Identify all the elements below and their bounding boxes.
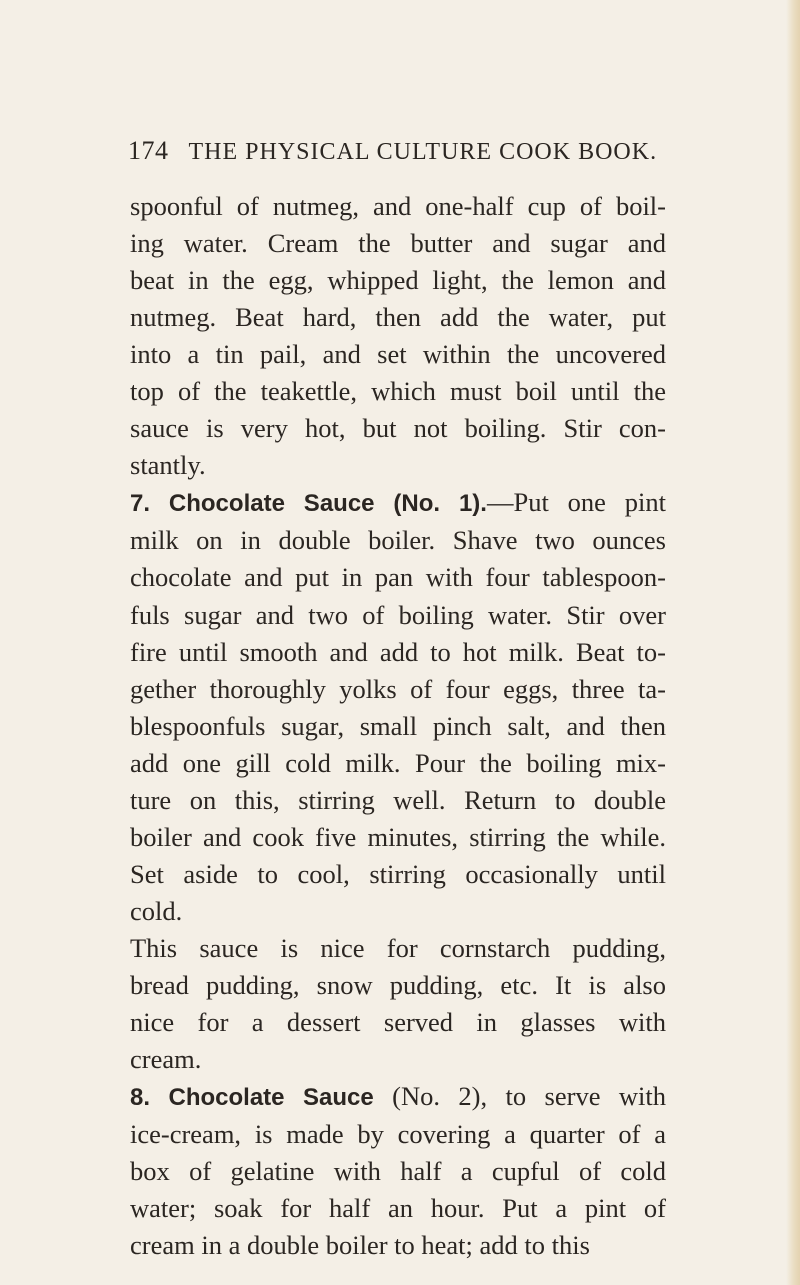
text-line: boiler and cook five minutes, stirring the while. <box>130 821 666 852</box>
text-line: Set aside to cool, stirring occasionally until <box>130 858 666 889</box>
text-line: nice for a dessert served in glasses with <box>130 1007 666 1038</box>
text-line: blespoonfuls sugar, small pinch salt, and then <box>130 710 666 741</box>
text-line: stantly. <box>130 450 206 481</box>
text-line-fragment: (No. 2), to serve with <box>373 1081 666 1112</box>
text-line: top of the teakettle, which must boil until the <box>130 376 666 407</box>
text-line: into a tin pail, and set within the uncovered <box>130 339 666 370</box>
text-line: add one gill cold milk. Pour the boiling mix- <box>130 747 666 778</box>
text-line: fuls sugar and two of boiling water. Stir over <box>130 599 666 630</box>
text-line: bread pudding, snow pudding, etc. It is also <box>130 969 666 1000</box>
paragraph-sauce-uses <box>130 930 666 1078</box>
text-line: cream in a double boiler to heat; add to this <box>130 1230 590 1261</box>
text-line: cream. <box>130 1044 202 1075</box>
text-line-fragment: —Put one pint <box>486 487 666 518</box>
running-title: THE PHYSICAL CULTURE COOK BOOK. <box>188 139 658 165</box>
recipe-heading: 8. Chocolate Sauce <box>130 1084 374 1112</box>
paragraph-chocolate-sauce-1 <box>130 484 666 930</box>
page-number: 174 <box>128 136 169 165</box>
text-line: chocolate and put in pan with four tablespoon- <box>130 562 666 593</box>
text-line: ture on this, stirring well. Return to double <box>130 784 666 815</box>
body-text <box>130 188 666 1264</box>
text-line <box>130 1078 666 1116</box>
text-line: box of gelatine with half a cupful of cold <box>130 1156 666 1187</box>
page-edge-shadow <box>786 0 800 1285</box>
paragraph-chocolate-sauce-2 <box>130 1078 666 1264</box>
text-line <box>130 484 666 522</box>
text-line: beat in the egg, whipped light, the lemon and <box>130 265 666 296</box>
text-line: gether thoroughly yolks of four eggs, three ta- <box>130 673 666 704</box>
text-line: sauce is very hot, but not boiling. Stir con- <box>130 413 666 444</box>
text-line: nutmeg. Beat hard, then add the water, put <box>130 302 666 333</box>
text-line: This sauce is nice for cornstarch pudding, <box>130 932 666 963</box>
text-line: cold. <box>130 895 183 926</box>
text-line: ice-cream, is made by covering a quarter of a <box>130 1119 666 1150</box>
text-line: water; soak for half an hour. Put a pint of <box>130 1193 666 1224</box>
text-line: ing water. Cream the butter and sugar and <box>130 228 666 259</box>
text-line: spoonful of nutmeg, and one-half cup of boil- <box>130 191 666 221</box>
paragraph-sauce-continuation <box>130 188 666 484</box>
text-line: fire until smooth and add to hot milk. Beat to- <box>130 636 666 667</box>
recipe-heading: 7. Chocolate Sauce (No. 1). <box>130 490 487 518</box>
page-header <box>128 136 668 176</box>
text-line: milk on in double boiler. Shave two ounces <box>130 525 666 556</box>
